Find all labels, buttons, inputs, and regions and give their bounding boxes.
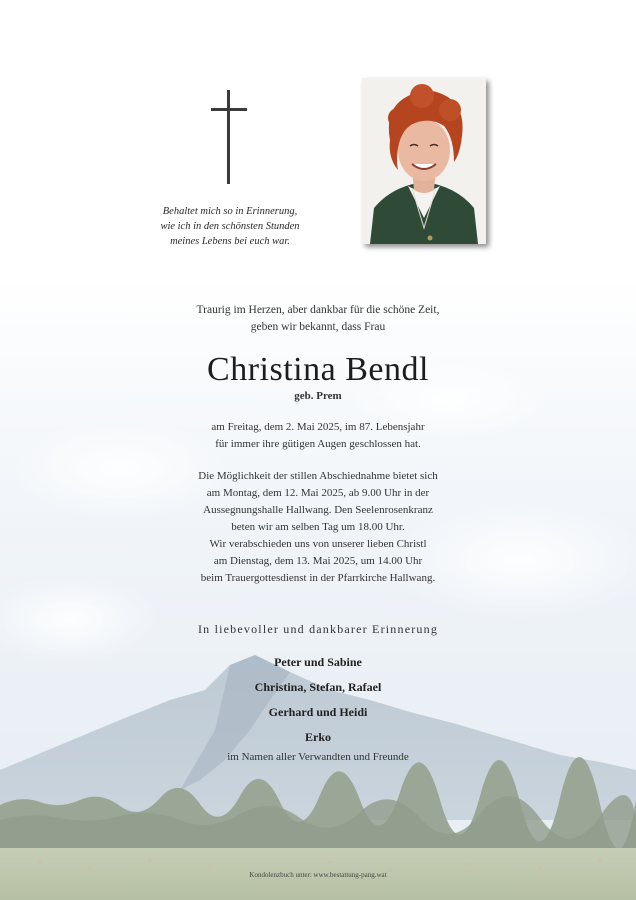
quote-line: Behaltet mich so in Erinnerung, bbox=[162, 206, 298, 217]
death-notice-line: für immer ihre gütigen Augen geschlossen hat. bbox=[215, 438, 421, 450]
birth-name: geb. Prem bbox=[294, 390, 342, 402]
farewell-line: am Montag, dem 12. Mai 2025, ab 9.00 Uhr in der bbox=[206, 487, 430, 499]
cross-icon bbox=[211, 90, 247, 184]
mass-line: beim Trauergottesdienst in der Pfarrkirche Hallwang. bbox=[200, 572, 436, 584]
relatives-note: im Namen aller Verwandten und Freunde bbox=[227, 751, 409, 763]
family-member: Christina, Stefan, Rafael bbox=[254, 680, 382, 694]
farewell-info bbox=[0, 468, 636, 536]
farewell-line: beten wir am selben Tag um 18.00 Uhr. bbox=[231, 521, 405, 533]
mass-line: am Dienstag, dem 13. Mai 2025, um 14.00 Uhr bbox=[213, 555, 423, 567]
memorial-quote bbox=[130, 204, 330, 249]
quote-line: meines Lebens bei euch war. bbox=[170, 236, 290, 247]
family-member: Gerhard und Heidi bbox=[268, 705, 368, 719]
family-list bbox=[0, 650, 636, 750]
death-notice-line: am Freitag, dem 2. Mai 2025, im 87. Lebensjahr bbox=[211, 421, 425, 433]
memory-heading: In liebevoller und dankbarer Erinnerung bbox=[197, 622, 439, 636]
intro-line: Traurig im Herzen, aber dankbar für die schöne Zeit, bbox=[196, 304, 440, 316]
mass-line: Wir verabschieden uns von unserer lieben Christl bbox=[209, 538, 427, 550]
death-notice bbox=[0, 419, 636, 453]
quote-line: wie ich in den schönsten Stunden bbox=[160, 221, 300, 232]
family-member: Peter und Sabine bbox=[274, 655, 362, 669]
intro-line: geben wir bekannt, dass Frau bbox=[250, 321, 386, 333]
condolence-link[interactable]: Kondolenzbuch unter: www.bestattung-pang.wat bbox=[249, 871, 387, 879]
family-member: Erko bbox=[304, 730, 331, 744]
intro-text bbox=[0, 302, 636, 336]
funeral-mass-info bbox=[0, 536, 636, 587]
deceased-name: Christina Bendl bbox=[207, 351, 429, 388]
farewell-line: Die Möglichkeit der stillen Abschiednahme bietet sich bbox=[198, 470, 438, 482]
portrait-photo bbox=[362, 78, 486, 244]
farewell-line: Aussegnungshalle Hallwang. Den Seelenrosenkranz bbox=[203, 504, 433, 516]
